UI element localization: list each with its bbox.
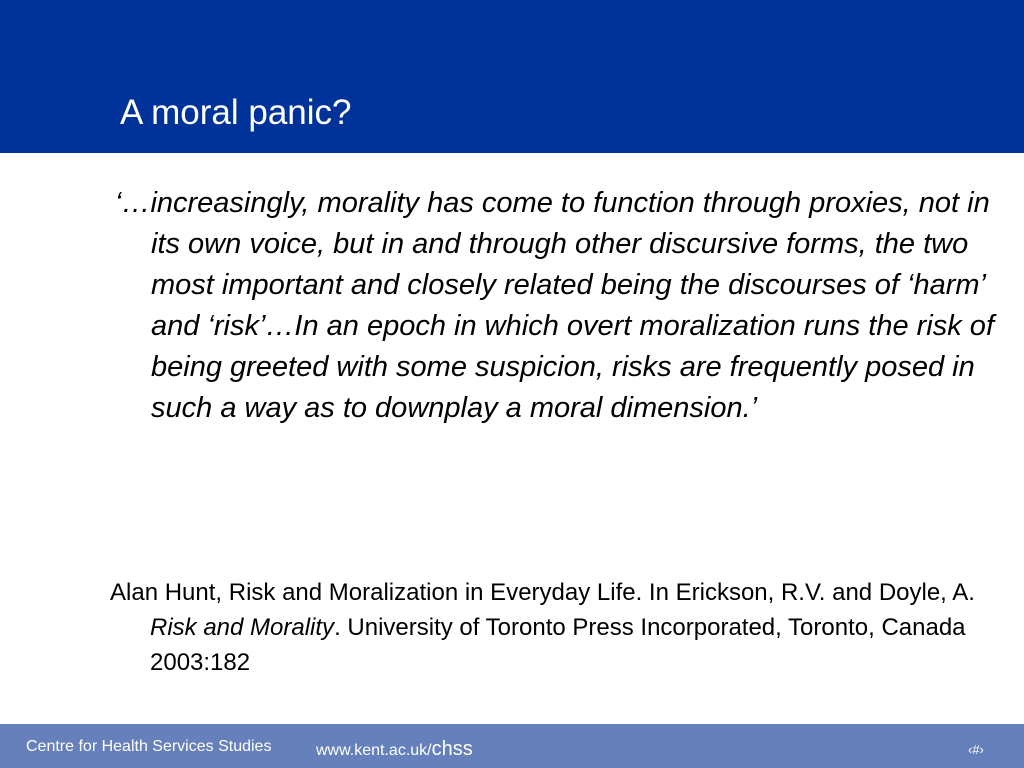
citation-authors: Alan Hunt, Risk and Moralization in Everyday Life. In Erickson, R.V. and Doyle, A. [110, 579, 975, 606]
citation-book-title: Risk and Morality [150, 614, 335, 641]
footer-organization: Centre for Health Services Studies [26, 738, 272, 755]
slide-number: ‹#› [968, 742, 984, 757]
citation [110, 575, 1000, 680]
footer-url-prefix: www.kent.ac.uk/ [316, 742, 432, 759]
slide-title: A moral panic? [120, 93, 352, 132]
footer-url [316, 738, 473, 761]
footer-url-suffix: chss [431, 738, 473, 760]
quote-text: ‘…increasingly, morality has come to function through proxies, not in its own voice, but in and through other discursive forms, the two most important and closely related being the discourses of ‘harm’ and ‘risk’…In an epoch in which overt moralization runs the risk of being greeted with some suspicion, risks are frequently posed in such a way as to downplay a moral dimension.’ [115, 187, 994, 424]
citation-publisher: . University of Toronto Press Incorporated, Toronto, Canada 2003:182 [150, 614, 966, 676]
